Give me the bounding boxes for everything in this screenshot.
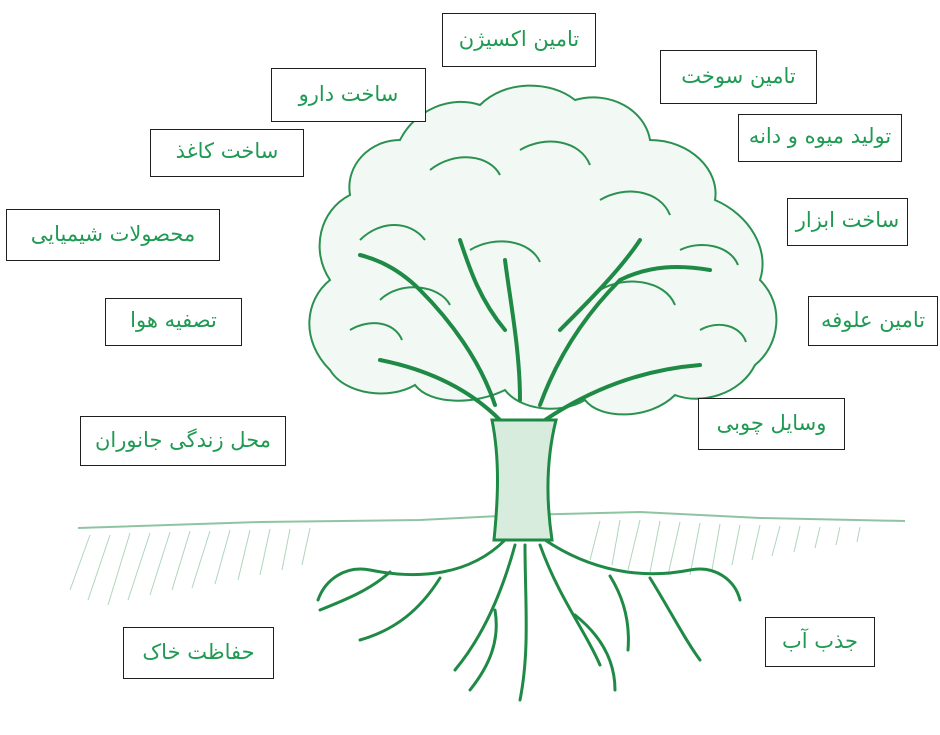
label-fuel-supply: تامین سوخت	[660, 50, 817, 104]
label-tool-making: ساخت ابزار	[787, 198, 908, 246]
roots	[318, 540, 740, 700]
label-chemical-products: محصولات شیمیایی	[6, 209, 220, 261]
label-fodder-supply: تامین علوفه	[808, 296, 938, 346]
label-soil-protection: حفاظت خاک	[123, 627, 274, 679]
label-fruit-seed-production: تولید میوه و دانه	[738, 114, 902, 162]
label-oxygen-supply: تامین اکسیژن	[442, 13, 596, 67]
label-animal-habitat: محل زندگی جانوران	[80, 416, 286, 466]
label-wooden-items: وسایل چوبی	[698, 398, 845, 450]
label-medicine-making: ساخت دارو	[271, 68, 426, 122]
trunk	[492, 420, 556, 540]
label-water-absorption: جذب آب	[765, 617, 875, 667]
ground	[70, 512, 905, 605]
canopy	[309, 86, 776, 415]
label-paper-making: ساخت کاغذ	[150, 129, 304, 177]
label-air-purification: تصفیه هوا	[105, 298, 242, 346]
